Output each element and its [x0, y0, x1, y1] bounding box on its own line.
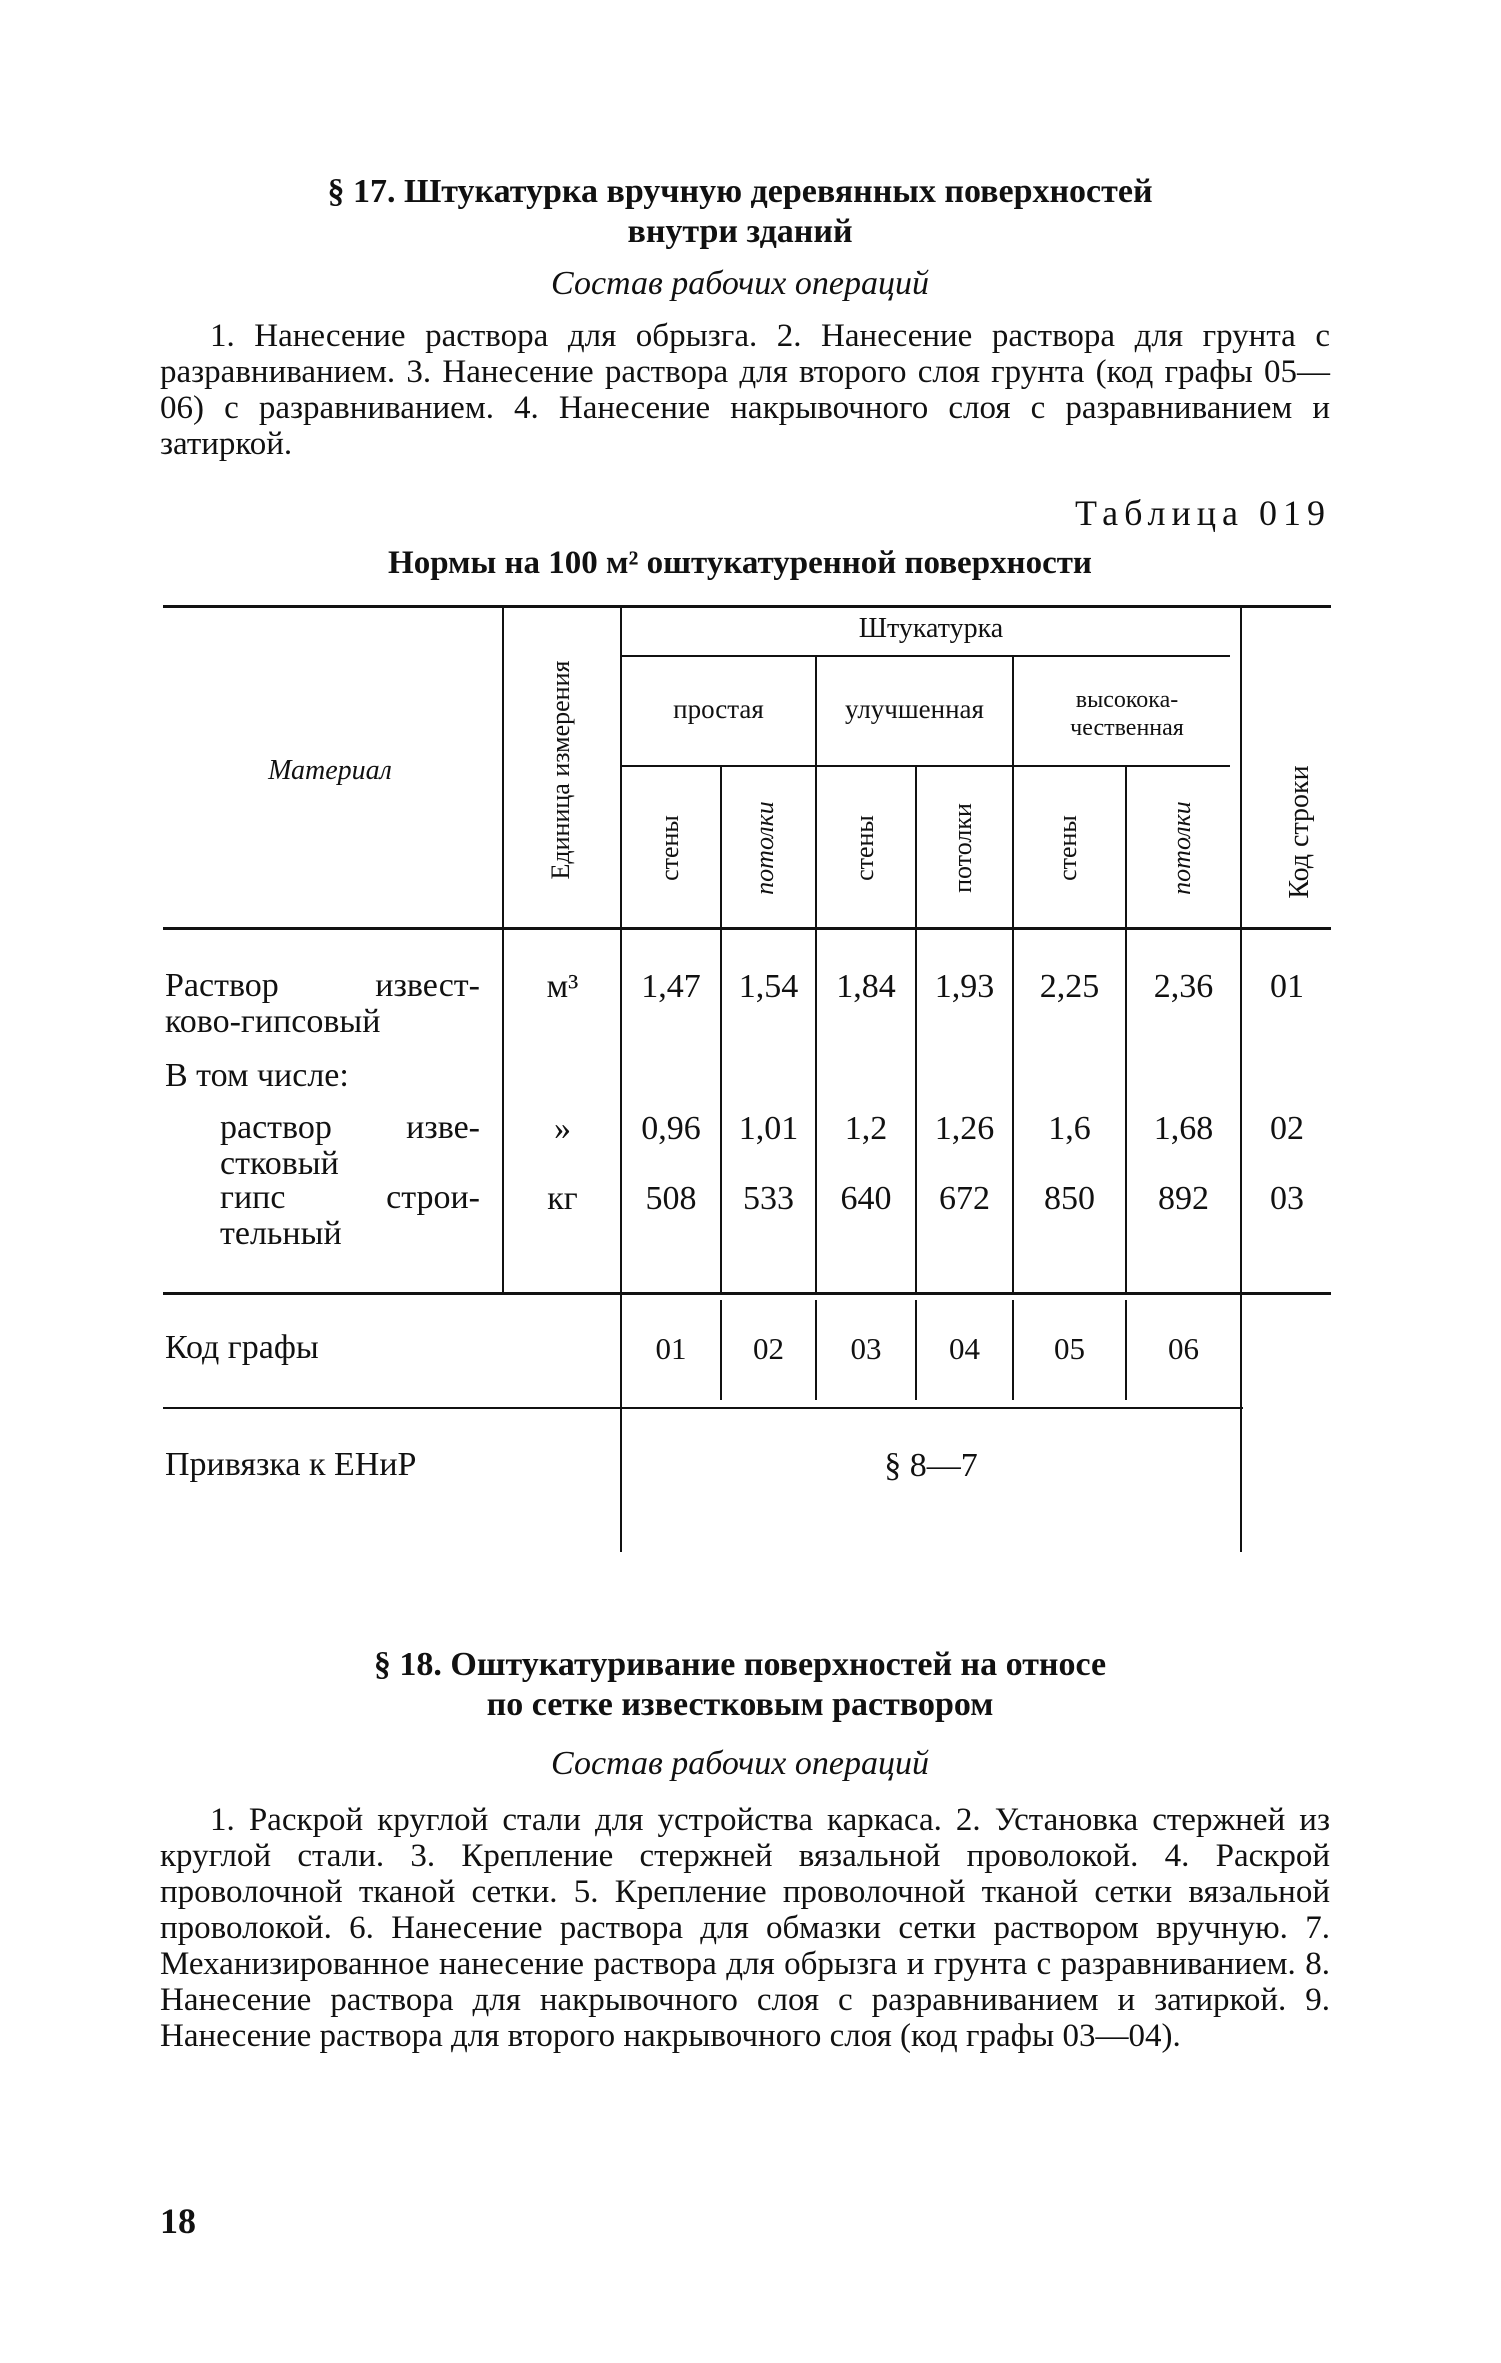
header-plaster: Штукатурка	[858, 613, 1004, 644]
section-18-title-line2: по сетке известковым раствором	[486, 1686, 994, 1723]
table-caption: Таблица 019	[1075, 493, 1331, 533]
row-2-value: 1,26	[934, 1110, 995, 1147]
row-3-material-l1: гипс строи-	[220, 1179, 480, 1216]
header-simple: простая	[673, 694, 764, 724]
header-row-code: Код строки	[1284, 765, 1315, 899]
header-walls-3: стены	[1053, 815, 1082, 881]
body-bottom-rule	[163, 1292, 1331, 1295]
section-17-ops-text: 1. Нанесение раствора для обрызга. 2. Нанесение раствора для грунта с разравниванием. 3. Нанесение раствора для второго слоя грунта (код графы 05—06) с разравниванием. 4. Нанесение накрывочного слоя с разравниванием и затиркой.	[160, 318, 1330, 462]
enir-value: § 8—7	[884, 1447, 978, 1484]
row-1-unit: м³	[546, 968, 579, 1005]
section-17-title-line1: § 17. Штукатурка вручную деревянных поверхностей	[327, 173, 1153, 210]
row-2-value: 1,2	[844, 1110, 888, 1147]
row-2-value: 1,01	[738, 1110, 799, 1147]
header-ceilings-1: потолки	[750, 801, 779, 895]
column-code-label: Код графы	[165, 1329, 319, 1366]
header-material: Материал	[268, 755, 392, 786]
row-1-material-l1: Раствор извест-	[165, 967, 480, 1004]
row-1-value: 2,36	[1153, 968, 1214, 1005]
row-1-code: 01	[1270, 968, 1304, 1005]
code-row-bottom-rule	[163, 1407, 1243, 1409]
header-bottom-rule	[163, 927, 1331, 930]
row-3-value: 640	[840, 1180, 892, 1217]
section-18-ops-text: 1. Раскрой круглой стали для устройства каркаса. 2. Установка стержней из круглой стали. 3. Крепление стержней вязальной проволокой. 4. Раскрой проволочной тканой сетки. 5. Крепление проволочной тканой сетки вязальной проволокой. 6. Нанесение раствора для обмазки сетки раствором вручную. 7. Механизированное нанесение раствора для обрызга и грунта с разравниванием. 8. Нанесение раствора для накрывочного слоя с разравниванием и затиркой. 9. Нанесение раствора для второго накрывочного слоя (код графы 03—04).	[160, 1802, 1330, 2054]
column-code: 03	[850, 1331, 882, 1366]
section-17-ops-heading: Состав рабочих операций	[551, 265, 929, 302]
header-high-quality-l2: чественная	[1070, 715, 1184, 741]
section-18-ops-heading: Состав рабочих операций	[551, 1745, 929, 1782]
row-2-code: 02	[1270, 1110, 1304, 1147]
section-17-title	[150, 172, 1330, 252]
row-2-value: 0,96	[641, 1110, 701, 1147]
vline-material	[502, 607, 504, 1292]
type-group-rule	[620, 765, 1230, 767]
header-high-quality	[1014, 686, 1240, 742]
header-walls-1: стены	[655, 815, 684, 881]
row-3-unit: кг	[547, 1180, 578, 1217]
row-1-value: 2,25	[1039, 968, 1100, 1005]
row-2-material	[220, 1110, 480, 1182]
row-3-value: 533	[743, 1180, 794, 1217]
header-unit: Единица измерения	[546, 660, 575, 880]
header-high-quality-l1: высокока-	[1075, 687, 1179, 713]
row-1-value: 1,84	[836, 968, 896, 1005]
column-code: 06	[1168, 1331, 1199, 1366]
header-ceilings-2: потолки	[948, 803, 977, 893]
section-18-title-line1: § 18. Оштукатуривание поверхностей на относе	[373, 1646, 1107, 1683]
row-2-material-l2: стковый	[220, 1145, 339, 1182]
column-code: 05	[1054, 1331, 1085, 1366]
row-3-value: 672	[939, 1180, 990, 1217]
plaster-group-rule	[620, 655, 1230, 657]
header-walls-2: стены	[850, 815, 879, 881]
including-label: В том числе:	[165, 1057, 349, 1094]
table-top-rule	[163, 605, 1331, 608]
row-3-material-l2: тельный	[220, 1215, 342, 1252]
header-ceilings-3: потолки	[1167, 801, 1196, 895]
column-code: 04	[949, 1331, 980, 1366]
page-number: 18	[160, 2201, 196, 2241]
row-2-unit: »	[554, 1110, 571, 1147]
vline-code	[1240, 607, 1242, 1552]
section-18-title	[150, 1645, 1330, 1725]
column-code: 02	[753, 1331, 784, 1366]
row-3-value: 850	[1044, 1180, 1095, 1217]
section-17-title-line2: внутри зданий	[627, 213, 853, 250]
row-1-material-l2: ково-гипсовый	[165, 1003, 381, 1040]
header-improved: улучшенная	[845, 694, 984, 724]
row-1-value: 1,54	[738, 968, 799, 1005]
row-2-material-l1: раствор изве-	[220, 1109, 480, 1146]
enir-label: Привязка к ЕНиР	[165, 1446, 417, 1483]
row-1-material	[165, 968, 480, 1040]
row-3-code: 03	[1270, 1180, 1304, 1217]
row-2-value: 1,68	[1153, 1110, 1214, 1147]
row-2-value: 1,6	[1048, 1110, 1091, 1147]
row-3-value: 892	[1158, 1180, 1209, 1217]
row-1-value: 1,93	[934, 968, 995, 1005]
vline-unit	[620, 607, 622, 1552]
row-3-value: 508	[645, 1180, 697, 1217]
row-3-material	[220, 1180, 480, 1252]
row-1-value: 1,47	[641, 968, 701, 1005]
table-title: Нормы на 100 м² оштукатуренной поверхности	[388, 545, 1092, 581]
column-code: 01	[655, 1331, 687, 1366]
